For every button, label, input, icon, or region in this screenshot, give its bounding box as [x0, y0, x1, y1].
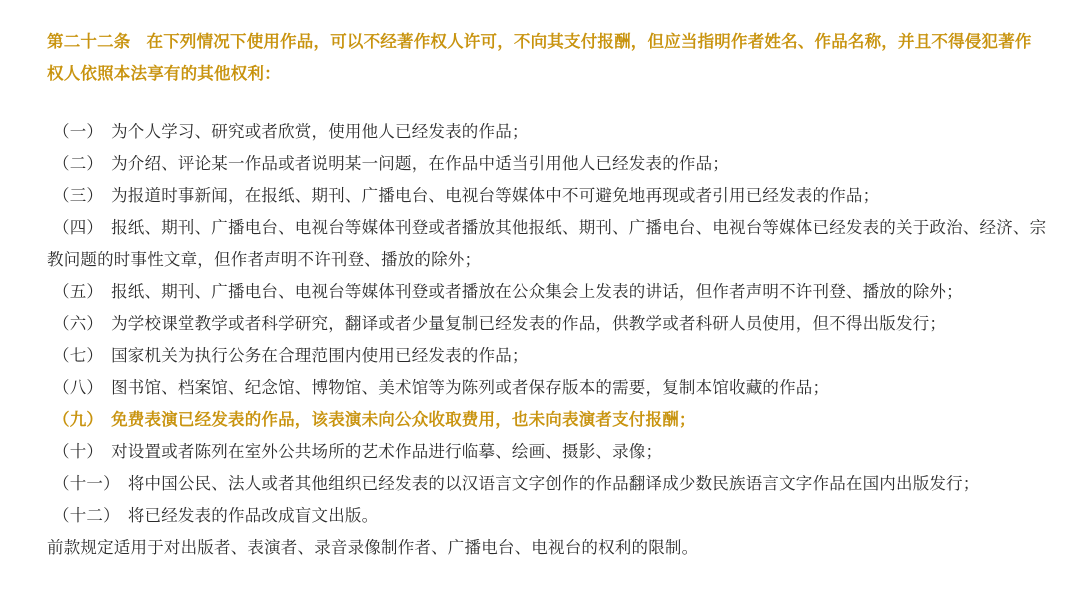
- item-number: （十一）: [53, 474, 120, 493]
- item-number: （九）: [53, 410, 104, 429]
- item-text: 为介绍、评论某一作品或者说明某一问题，在作品中适当引用他人已经发表的作品；: [111, 154, 730, 173]
- item-number: （四）: [53, 218, 104, 237]
- item-text: 国家机关为执行公务在合理范围内使用已经发表的作品；: [111, 346, 529, 365]
- item-text: 将已经发表的作品改成盲文出版。: [127, 506, 379, 525]
- list-item-6: [47, 308, 1047, 340]
- article-number: 第二十二条: [47, 32, 131, 51]
- legal-document: [47, 26, 1047, 564]
- item-number: （二）: [53, 154, 104, 173]
- list-item-10: [47, 436, 1047, 468]
- list-item-5: [47, 276, 1047, 308]
- article-intro: 在下列情况下使用作品，可以不经著作权人许可，不向其支付报酬，但应当指明作者姓名、作品名称，并且不得侵犯著作权人依照本法享有的其他权利：: [47, 32, 1032, 83]
- list-item-8: [47, 372, 1047, 404]
- list-item-9-highlighted: [47, 404, 1047, 436]
- article-heading: [47, 26, 1047, 90]
- item-number: （六）: [53, 314, 104, 333]
- item-text: 报纸、期刊、广播电台、电视台等媒体刊登或者播放在公众集会上发表的讲话，但作者声明不许刊登、播放的除外；: [111, 282, 963, 301]
- item-number: （一）: [53, 122, 104, 141]
- list-item-4: [47, 212, 1047, 276]
- list-item-12: [47, 500, 1047, 532]
- item-text: 为报道时事新闻，在报纸、期刊、广播电台、电视台等媒体中不可避免地再现或者引用已经发表的作品；: [111, 186, 880, 205]
- footer-paragraph: 前款规定适用于对出版者、表演者、录音录像制作者、广播电台、电视台的权利的限制。: [47, 538, 699, 557]
- item-text: 图书馆、档案馆、纪念馆、博物馆、美术馆等为陈列或者保存版本的需要，复制本馆收藏的作品；: [111, 378, 830, 397]
- item-number: （七）: [53, 346, 104, 365]
- list-item-1: [47, 116, 1047, 148]
- item-text: 将中国公民、法人或者其他组织已经发表的以汉语言文字创作的作品翻译成少数民族语言文字作品在国内出版发行；: [127, 474, 980, 493]
- item-text: 对设置或者陈列在室外公共场所的艺术作品进行临摹、绘画、摄影、录像；: [111, 442, 663, 461]
- item-number: （八）: [53, 378, 104, 397]
- item-number: （五）: [53, 282, 104, 301]
- list-item-2: [47, 148, 1047, 180]
- list-item-3: [47, 180, 1047, 212]
- item-number: （三）: [53, 186, 104, 205]
- list-item-7: [47, 340, 1047, 372]
- item-text: 报纸、期刊、广播电台、电视台等媒体刊登或者播放其他报纸、期刊、广播电台、电视台等媒体已经发表的关于政治、经济、宗教问题的时事性文章，但作者声明不许刊登、播放的除外；: [47, 218, 1047, 269]
- item-text: 为个人学习、研究或者欣赏，使用他人已经发表的作品；: [111, 122, 529, 141]
- item-number: （十二）: [53, 506, 120, 525]
- item-text: 免费表演已经发表的作品，该表演未向公众收取费用，也未向表演者支付报酬；: [111, 410, 696, 429]
- item-number: （十）: [53, 442, 104, 461]
- item-text: 为学校课堂教学或者科学研究，翻译或者少量复制已经发表的作品，供教学或者科研人员使用，但不得出版发行；: [111, 314, 947, 333]
- list-item-11: [47, 468, 1047, 500]
